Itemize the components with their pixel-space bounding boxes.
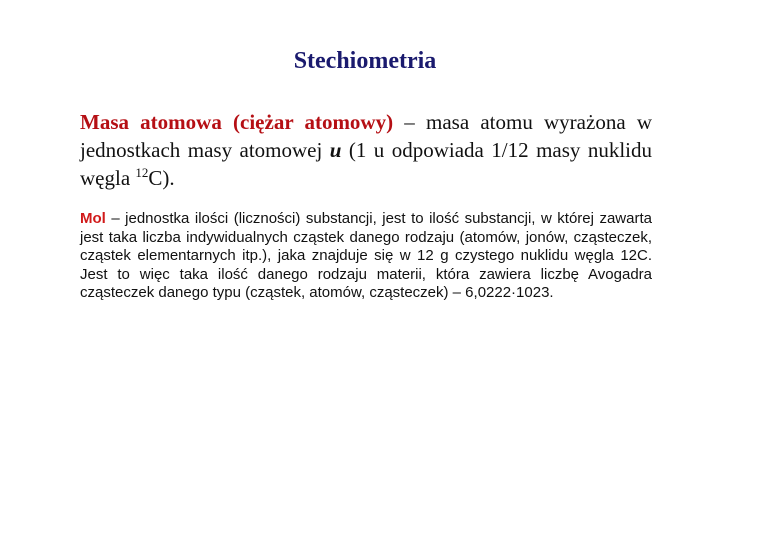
slide-title: Stechiometria (293, 48, 437, 74)
mol-definition (80, 210, 652, 303)
atomic-mass-term: Masa atomowa (ciężar atomowy) (80, 110, 394, 134)
carbon-element-symbol: C). (148, 166, 175, 190)
atomic-mass-definition (80, 108, 652, 192)
atomic-mass-text: – masa atomu wyrażona w jednostkach masy atomowej (80, 110, 652, 162)
mol-term: Mol (80, 210, 106, 227)
mol-text: – jednostka ilości (liczności) substancji, jest to ilość substancji, w której zawarta jest taka liczba indywidualnych cząstek danego rodzaju (atomów, jonów, cząsteczek, cząstek elementarnych itp.), jaka znajduje się w 12 g czystego nuklidu węgla 12C. Jest to więc taka ilość danego rodzaju materii, która zawiera liczbę Avogadra cząsteczek danego typu (cząstek, atomów, cząsteczek) – 6,0222·1023. (80, 210, 652, 302)
atomic-mass-text-continued: (1 u odpowiada 1/12 masy nuklidu węgla (80, 138, 652, 190)
atomic-mass-unit-symbol: u (329, 138, 342, 162)
mass-number-superscript: 12 (135, 165, 149, 180)
